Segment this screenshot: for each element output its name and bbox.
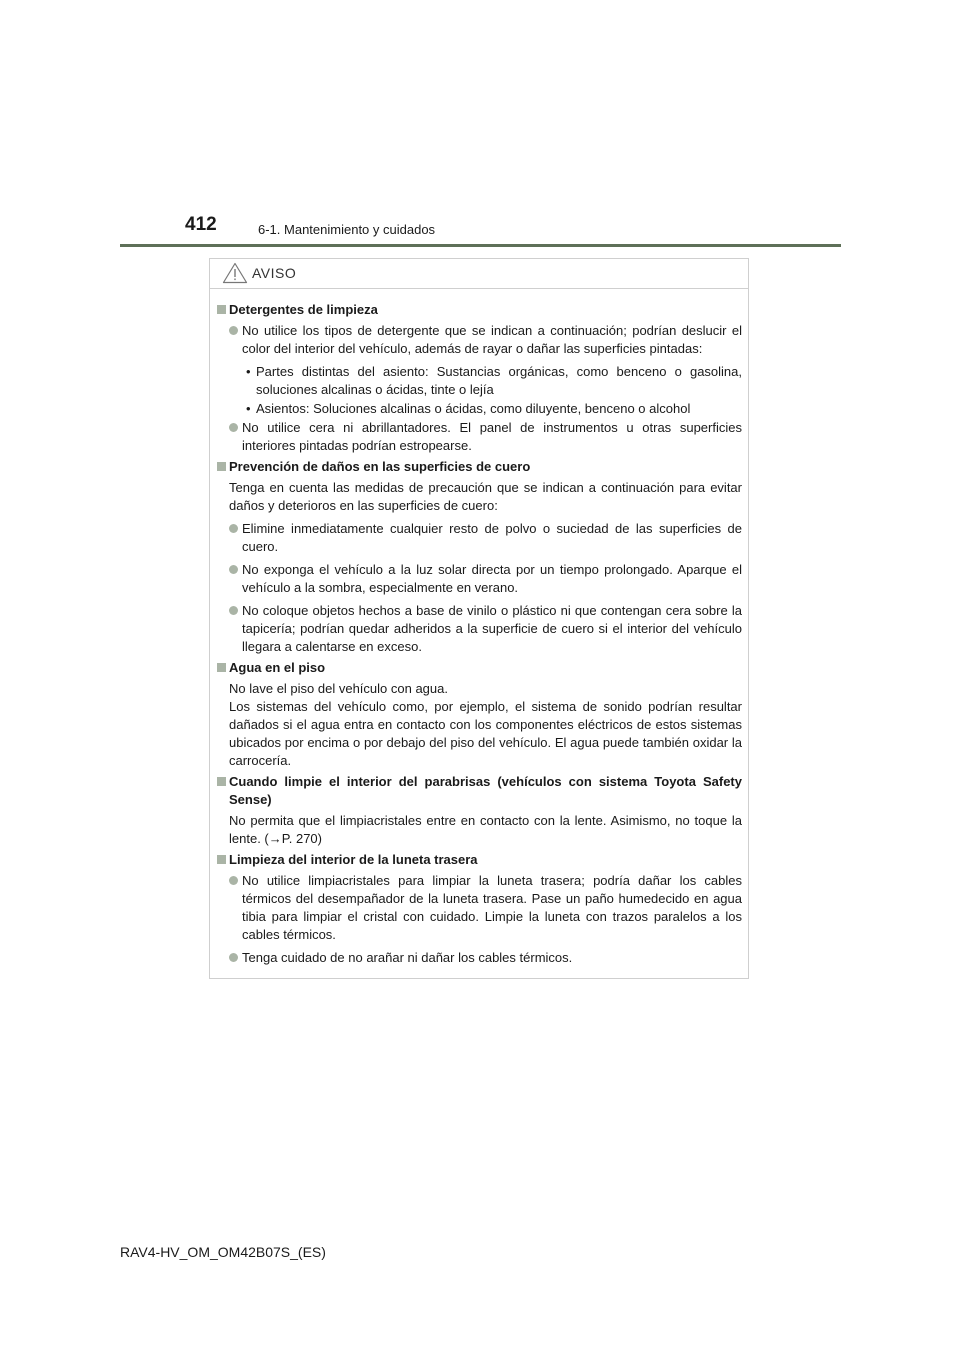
section-heading: Cuando limpie el interior del parabrisas (vehículos con sistema Toyota Safety Sense) (216, 773, 742, 809)
section-heading: Detergentes de limpieza (216, 301, 742, 319)
warning-box (209, 258, 749, 979)
sub-list-item: • Partes distintas del asiento: Sustancias orgánicas, como benceno o gasolina, soluciones alcalinas o ácidas, tinte o lejía (246, 364, 742, 397)
warning-body (210, 289, 748, 967)
sub-list-item: • Asientos: Soluciones alcalinas o ácidas, como diluyente, benceno o alcohol (246, 401, 691, 416)
list-item: Elimine inmediatamente cualquier resto de polvo o suciedad de las superficies de cuero. (216, 520, 742, 556)
warning-label: AVISO (252, 265, 297, 281)
list-item: Tenga cuidado de no arañar ni dañar los cables térmicos. (216, 949, 742, 967)
page-number: 412 (185, 214, 217, 235)
footer-code: RAV4-HV_OM_OM42B07S_(ES) (120, 1244, 326, 1260)
header-rule (120, 244, 841, 247)
paragraph: Los sistemas del vehículo como, por ejemplo, el sistema de sonido podrían resultar dañados si el agua entra en contacto con los componentes eléctricos de estos sistemas ubicados por encima o por debajo del piso del vehículo. El agua puede también oxidar la carrocería. (229, 699, 742, 768)
list-item: No exponga el vehículo a la luz solar directa por un tiempo prolongado. Aparque el vehículo a la sombra, especialmente en verano. (216, 561, 742, 597)
section-heading: Agua en el piso (216, 659, 742, 677)
list-item: No coloque objetos hechos a base de vinilo o plástico ni que contengan cera sobre la tapicería; podrían quedar adheridos a la superficie de cuero si el interior del vehículo llegara a calentarse en exceso. (216, 602, 742, 656)
warning-triangle-icon (222, 262, 248, 284)
paragraph: No lave el piso del vehículo con agua. (229, 681, 448, 696)
section-heading: Prevención de daños en las superficies de cuero (216, 458, 742, 476)
paragraph: Tenga en cuenta las medidas de precaución que se indican a continuación para evitar daños y deterioros en las superficies de cuero: (229, 480, 742, 513)
warning-header (210, 259, 748, 289)
paragraph: No permita que el limpiacristales entre en contacto con la lente. Asimismo, no toque la lente. (→P. 270) (229, 813, 742, 846)
list-item: No utilice limpiacristales para limpiar la luneta trasera; podría dañar los cables térmicos del desempañador de la luneta trasera. Pase un paño humedecido en agua tibia para limpiar el cristal con cuidado. Limpie la luneta con trazos paralelos a los cables térmicos. (216, 872, 742, 944)
list-item: No utilice los tipos de detergente que se indican a continuación; podrían deslucir el color del interior del vehículo, además de rayar o dañar las superficies pintadas: (216, 322, 742, 358)
section-heading: Limpieza del interior de la luneta trasera (216, 851, 742, 869)
section-title: 6-1. Mantenimiento y cuidados (258, 222, 436, 237)
list-item: No utilice cera ni abrillantadores. El panel de instrumentos u otras superficies interiores pintadas podrían estropearse. (216, 419, 742, 455)
